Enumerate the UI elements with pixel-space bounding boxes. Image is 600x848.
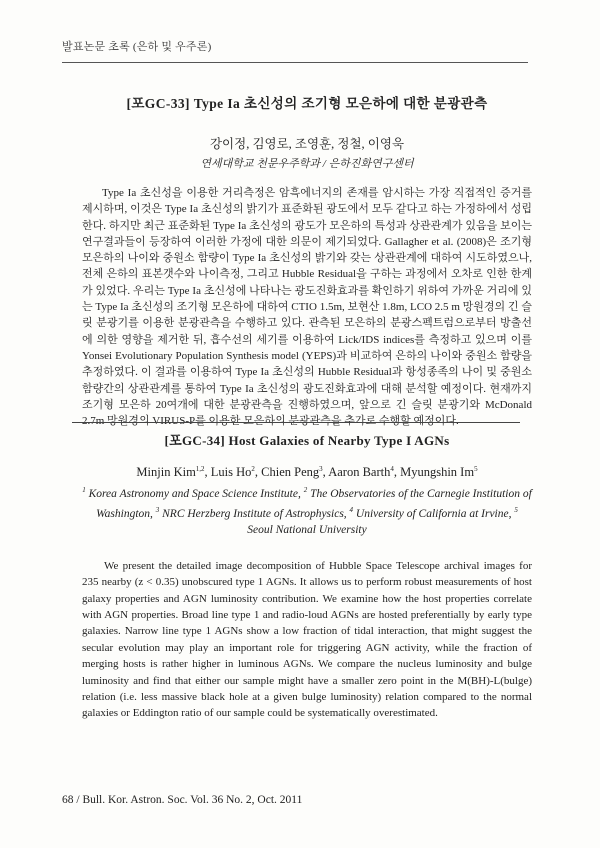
affiliation: Seoul National University bbox=[247, 523, 367, 536]
abstract-title: [포GC-34] Host Galaxies of Nearby Type I AGNs bbox=[164, 433, 450, 448]
author-affil-mark: 1,2 bbox=[195, 465, 205, 473]
abstract-title: [포GC-33] Type Ia 초신성의 조기형 모은하에 대한 분광관측 bbox=[126, 96, 488, 111]
affil-mark: 2 bbox=[303, 486, 308, 495]
author-name: Luis Ho bbox=[210, 465, 252, 480]
affil-mark: 4 bbox=[349, 505, 354, 514]
affil-mark: 3 bbox=[155, 505, 160, 514]
affil-mark: 1 bbox=[82, 486, 86, 495]
author bbox=[328, 465, 394, 479]
author-affil-mark: 5 bbox=[474, 465, 478, 473]
author-affil-mark: 4 bbox=[390, 465, 394, 473]
abstract-gc33 bbox=[82, 92, 532, 440]
page-footer: 68 / Bull. Kor. Astron. Soc. Vol. 36 No. 2, Oct. 2011 bbox=[62, 794, 303, 806]
affiliation: 연세대학교 천문우주학과 / 은하진화연구센터 bbox=[200, 158, 414, 170]
author bbox=[400, 465, 477, 479]
abstract-body: Type Ia 초신성을 이용한 거리측정은 암흑에너지의 존재를 암시하는 가장 직접적인 증거를 제시하며, 이것은 Type Ia 초신성의 밝기가 표준화된 광도에서 모두 같다고 하는 가정하에서 성립한다. 하지만 최근 표준화된 Type Ia 초신성의 광도가 모은하의 특성과 상관관계가 있음을 보이는 연구결과들이 등장하여 이러한 가정에 대한 의문이 제기되었다. Gallagher et al. (2008)은 조기형 모은하의 나이와 중원소 함량이 Type Ia 초신성의 밝기와 갖는 상관관계에 대하여 시도하였으나, 전체 은하의 표본갯수와 나이측정, 그리고 Hubble Residual을 구하는 과정에서 오차로 인한 한계가 있었다. 우리는 Type Ia 초신성에 나타나는 광도진화효과를 확인하기 위하여 가까운 거리에 있는 Type Ia 초신성의 조기형 모은하에 대하여 CTIO 1.5m, 보현산 1.8m, LCO 2.5 m 망원경의 긴 슬릿 분광기를 이용한 분광관측을 수행하고 있다. 관측된 모은하의 분광스펙트럼으로부터 방출선에 의한 영향을 제거한 뒤, 흡수선의 세기를 이용하여 Lick/IDS indices를 측정하고 있으며 이를Yonsei Evolutionary Population Synthesis model (YEPS)과 비교하여 은하의 나이와 중원소 함량을 추정하였다. 이 결과를 이용하여 Type Ia 초신성의 Hubble Residual과 항성종족의 나이 및 중원소 함량간의 상관관계를 통하여 Type Ia 초신성의 광도진화효과에 대해 분석할 예정이다. 현재까지 조기형 모은하 20여개에 대한 분광관측을 진행하였으며, 앞으로 긴 슬릿 분광기와 McDonald 2.7m 망원경의 VIRUS-P를 이용한 모은하의 분광관측을 추가로 수행할 예정이다. bbox=[82, 187, 532, 428]
section-divider bbox=[72, 422, 520, 423]
header-divider bbox=[62, 62, 528, 63]
affiliation-list bbox=[82, 482, 532, 538]
affiliation: NRC Herzberg Institute of Astrophysics, bbox=[162, 507, 347, 520]
author-name: Minjin Kim bbox=[136, 465, 196, 480]
affiliation: Korea Astronomy and Space Science Institute, bbox=[88, 487, 301, 500]
author-affil-mark: 3 bbox=[319, 465, 323, 473]
author-list: Minjin Kim$^{1,2}$, Luis Ho$^2$, Chien Peng$^3$, Aaron Barth$^4$, Myungshin Im$^5$ bbox=[136, 465, 478, 480]
affiliation: The Observatories of the Carnegie Institution of Washington, bbox=[96, 487, 532, 520]
author-name: Myungshin Im bbox=[400, 465, 475, 480]
author-list: 강이정, 김영로, 조영훈, 정철, 이영욱 bbox=[209, 137, 405, 151]
running-header: 발표논문 초록 (은하 및 우주론) bbox=[62, 41, 212, 53]
author-name: Chien Peng bbox=[261, 465, 320, 480]
author-affil-mark: 2 bbox=[251, 465, 255, 473]
author bbox=[211, 465, 255, 479]
abstract-gc34 bbox=[82, 430, 532, 733]
abstract-body: We present the detailed image decomposition of Hubble Space Telescope archival images for 235 nearby (z < 0.35) unobscured type 1 AGNs. It allows us to perform robust measurements of host galaxy properties and AGN luminosity contribution. We examine how the host properties correlate with AGN properties. Broad line type 1 and radio-loud AGNs are hosted preferentially by early type galaxies. Narrow line type 1 AGNs show a low fraction of tidal interaction, that might suggest the secular evolution may play an important role for triggering AGN activity, while the fraction of merging hosts is rather higher in luminous AGNs. We compare the nucleus luminosity and bulge luminosity and find that either our sample might have a smaller zero point in the M(BH)-L(bulge) relation (i.e. less massive black hole at a given bulge luminosity) relation compared to the normal galaxies or Eddington ratio of our sample could be systematically overestimated. bbox=[82, 559, 532, 720]
author-name: Aaron Barth bbox=[328, 465, 391, 480]
author bbox=[261, 465, 322, 479]
author bbox=[136, 465, 204, 479]
affil-mark: 5 bbox=[514, 505, 518, 514]
affiliation: University of California at Irvine, bbox=[355, 507, 512, 520]
